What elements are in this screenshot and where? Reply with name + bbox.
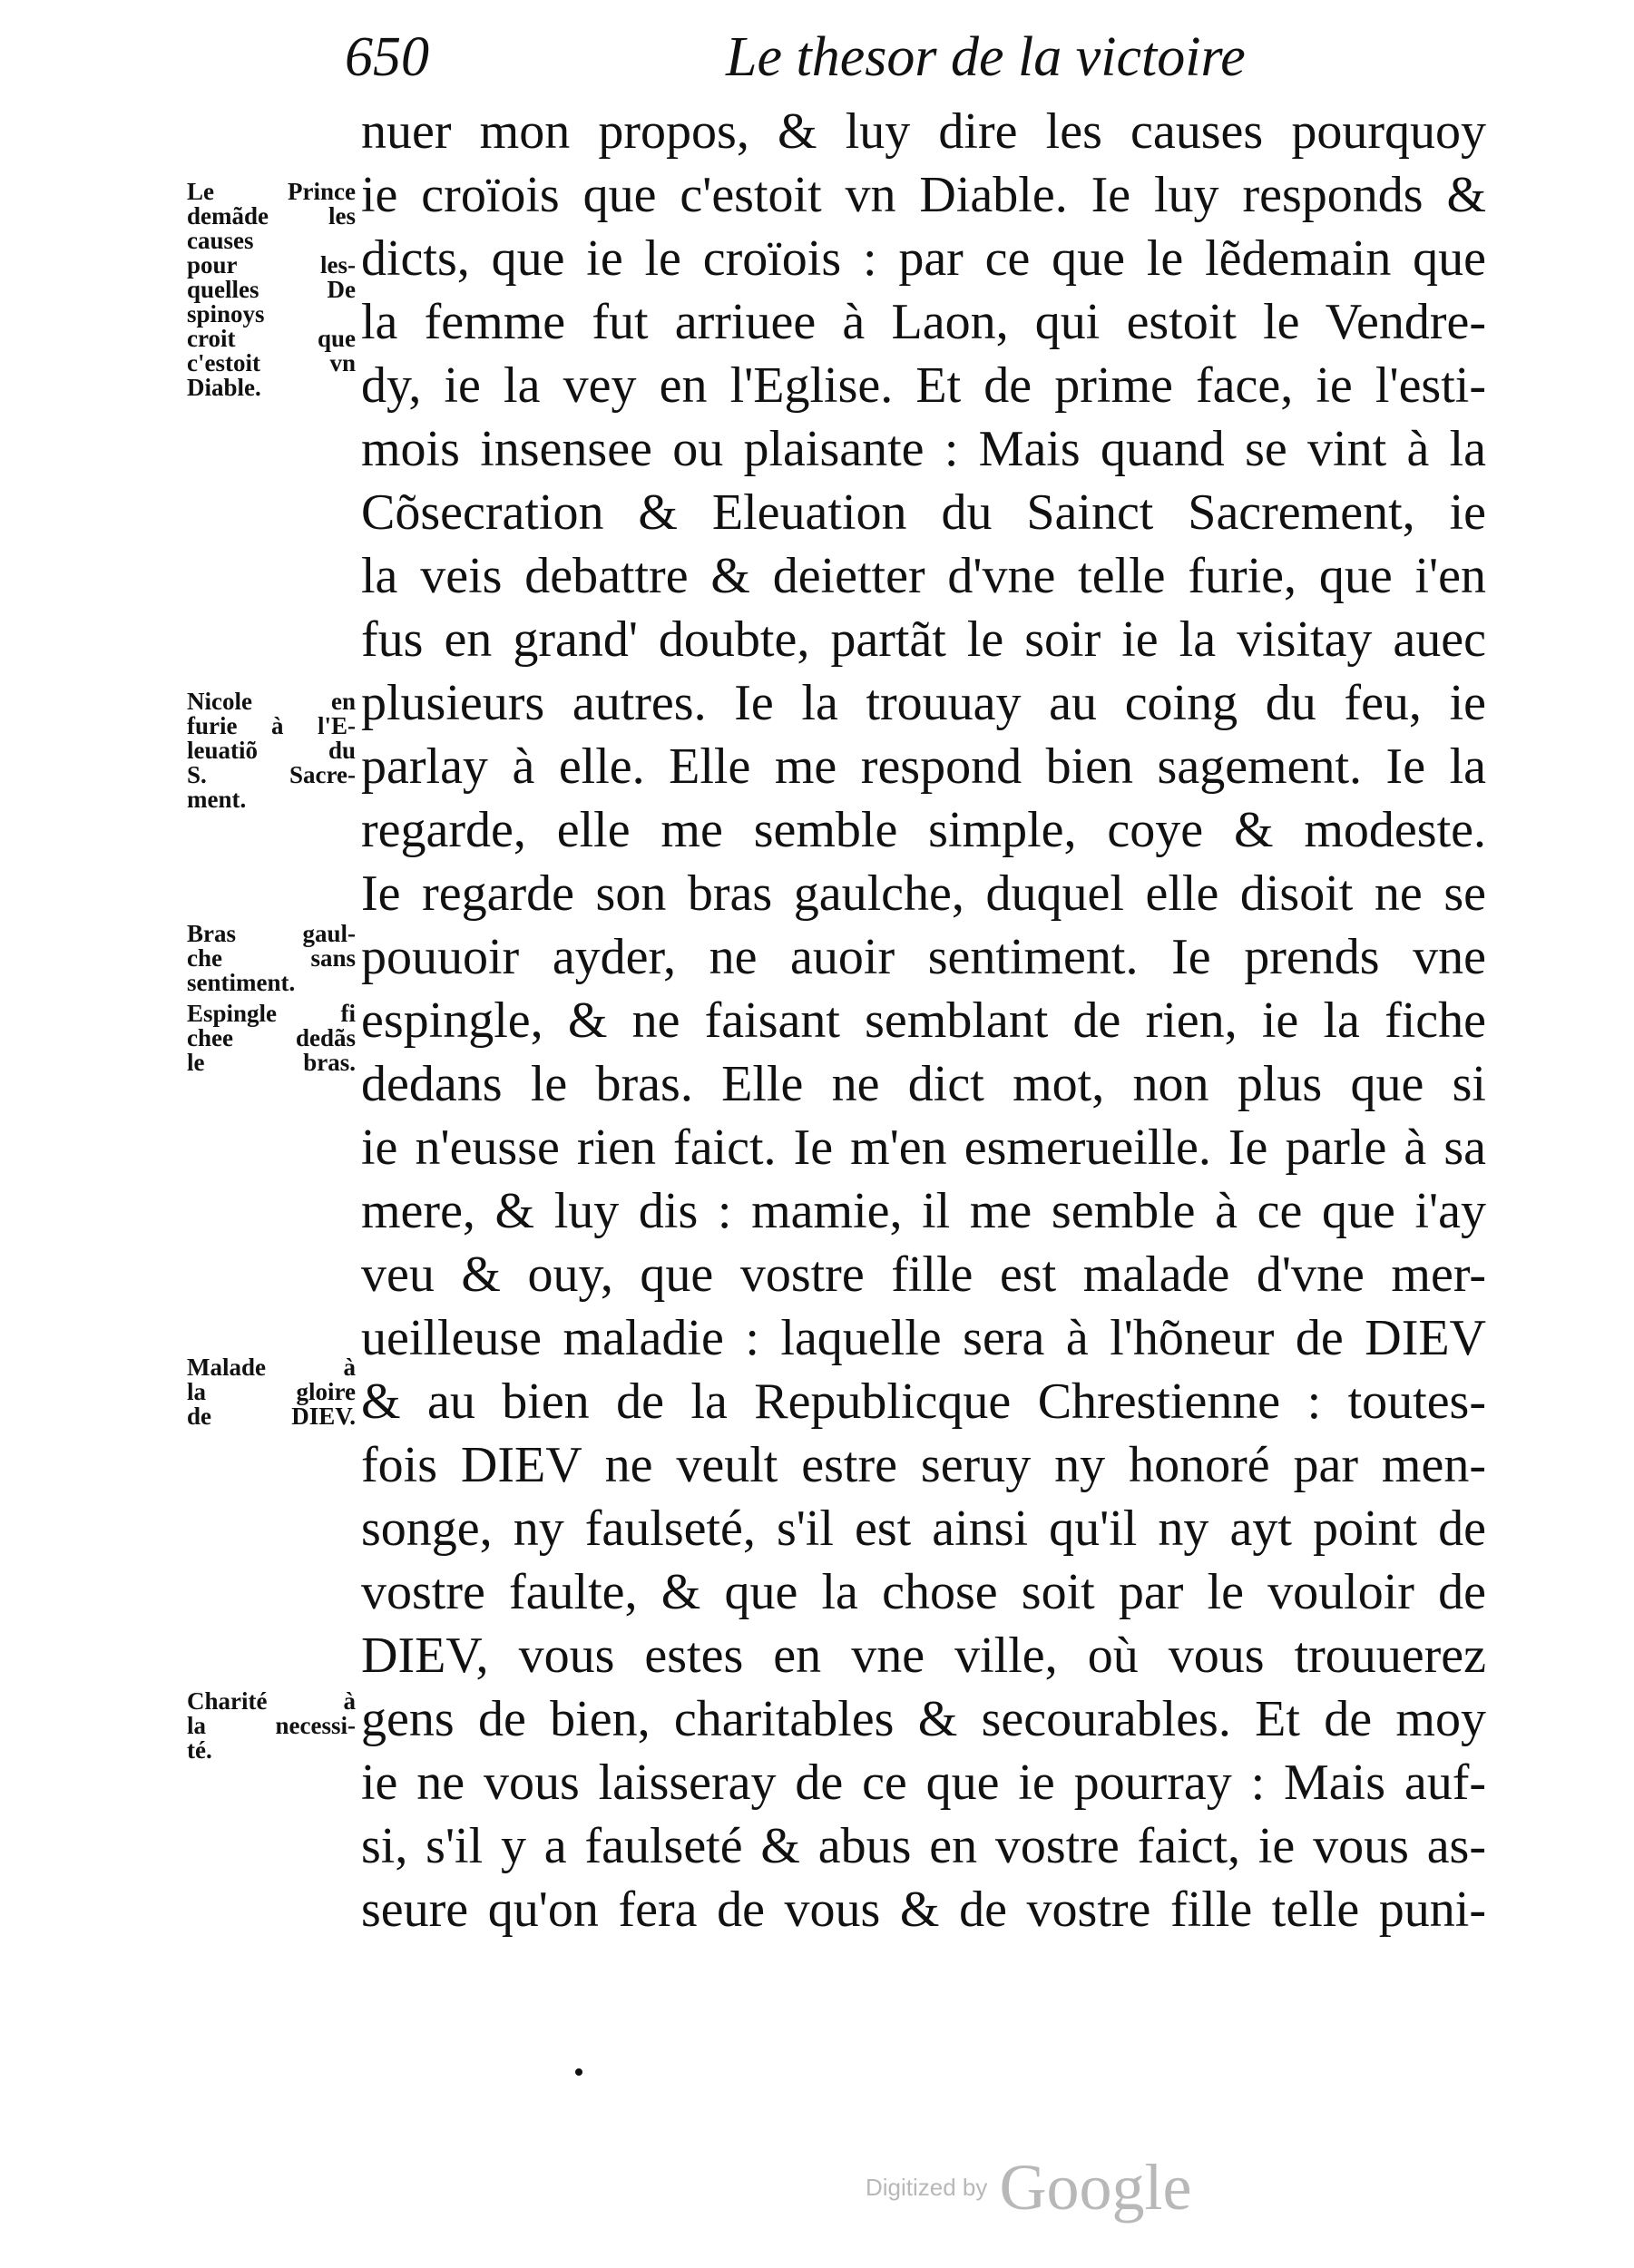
text-line: mere, & luy dis : mamie, il me semble à ce que i'ay [361,1183,1486,1239]
google-logo: Google [999,2151,1192,2224]
text-line: parlay à elle. Elle me respond bien sagement. Ie la [361,738,1486,795]
margin-note-line: causes [187,227,254,254]
page-number: 650 [345,26,429,88]
margin-note-line: c'estoit vn [187,349,356,376]
margin-note-line: de DIEV. [187,1403,356,1430]
margin-note-line: pour les- [187,251,356,279]
text-line: dy, ie la vey en l'Eglise. Et de prime face, ie l'esti- [361,357,1486,414]
margin-note-espingle [187,1002,356,1075]
margin-note-line: chee dedãs [187,1024,356,1051]
margin-note-line: S. Sacre- [187,761,356,788]
text-line: ie ne vous laisseray de ce que ie pourray : Mais auf- [361,1755,1486,1811]
text-line: dicts, que ie le croïois : par ce que le lẽdemain que [361,230,1486,287]
text-line: ie n'eusse rien faict. Ie m'en esmerueille. Ie parle à sa [361,1119,1486,1176]
text-line: dedans le bras. Elle ne dict mot, non plus que si [361,1056,1486,1112]
text-line: & au bien de la Republicque Chrestienne : toutes- [361,1374,1486,1430]
margin-note-prince [187,180,356,400]
text-line: veu & ouy, que vostre fille est malade d'vne mer- [361,1246,1486,1303]
text-line: la veis debattre & deietter d'vne telle furie, que i'en [361,548,1486,604]
text-line: Ie regarde son bras gaulche, duquel elle disoit ne se [361,865,1486,922]
watermark-prefix: Digitized by [866,2174,988,2201]
margin-note-line: té. [187,1736,212,1764]
running-head: Le thesor de la victoire [726,26,1246,88]
margin-note-malade [187,1355,356,1429]
text-line: pouuoir ayder, ne auoir sentiment. Ie prends vne [361,929,1486,985]
margin-note-charite [187,1689,356,1763]
text-line: regarde, elle me semble simple, coye & modeste. [361,802,1486,858]
text-line: seure qu'on fera de vous & de vostre fille telle puni- [361,1882,1486,1938]
text-line: mois insensee ou plaisante : Mais quand se vint à la [361,421,1486,477]
margin-note-line: sentiment. [187,969,296,996]
margin-note-line: furie à l'E- [187,712,356,739]
margin-note-line: Espingle fi [187,1000,356,1027]
digitized-watermark [866,2150,1191,2225]
margin-note-line: la necessi- [187,1712,356,1739]
main-text-block [361,100,1486,1941]
margin-note-line: Bras gaul- [187,920,356,947]
text-line: ie croïois que c'estoit vn Diable. Ie luy responds & [361,167,1486,223]
margin-note-line: Diable. [187,374,261,401]
margin-note-line: spinoys [187,300,265,327]
margin-note-line: croit que [187,325,356,352]
margin-note-line: che sans [187,944,356,972]
margin-note-line: le bras. [187,1049,356,1076]
page-header [345,25,1252,98]
text-line: DIEV, vous estes en vne ville, où vous trouuerez [361,1628,1486,1684]
margin-note-line: Le Prince [187,178,356,205]
text-line: espingle, & ne faisant semblant de rien, ie la fiche [361,992,1486,1049]
margin-note-line: Malade à [187,1354,356,1381]
text-line: ueilleuse maladie : laquelle sera à l'hõneur de DIEV [361,1310,1486,1366]
text-line: fus en grand' doubte, partãt le soir ie la visitay auec [361,611,1486,668]
ink-dot [575,2068,582,2076]
text-line: Cõsecration & Eleuation du Sainct Sacrement, ie [361,484,1486,541]
margin-note-line: leuatiõ du [187,737,356,764]
text-line: si, s'il y a faulseté & abus en vostre faict, ie vous as- [361,1818,1486,1874]
margin-note-line: demãde les [187,202,356,230]
text-line: nuer mon propos, & luy dire les causes pourquoy [361,103,1486,160]
margin-note-line: la gloire [187,1378,356,1405]
text-line: gens de bien, charitables & secourables. Et de moy [361,1691,1486,1747]
text-line: vostre faulte, & que la chose soit par le vouloir de [361,1564,1486,1620]
margin-note-bras [187,922,356,995]
margin-note-line: Charité à [187,1687,356,1715]
margin-note-line: Nicole en [187,688,356,715]
text-line: songe, ny faulseté, s'il est ainsi qu'il ny ayt point de [361,1501,1486,1557]
margin-note-nicole [187,689,356,812]
margin-note-line: quelles De [187,276,356,303]
margin-note-line: ment. [187,786,247,813]
text-line: plusieurs autres. Ie la trouuay au coing du feu, ie [361,675,1486,731]
text-line: fois DIEV ne veult estre seruy ny honoré par men- [361,1437,1486,1493]
text-line: la femme fut arriuee à Laon, qui estoit le Vendre- [361,294,1486,350]
